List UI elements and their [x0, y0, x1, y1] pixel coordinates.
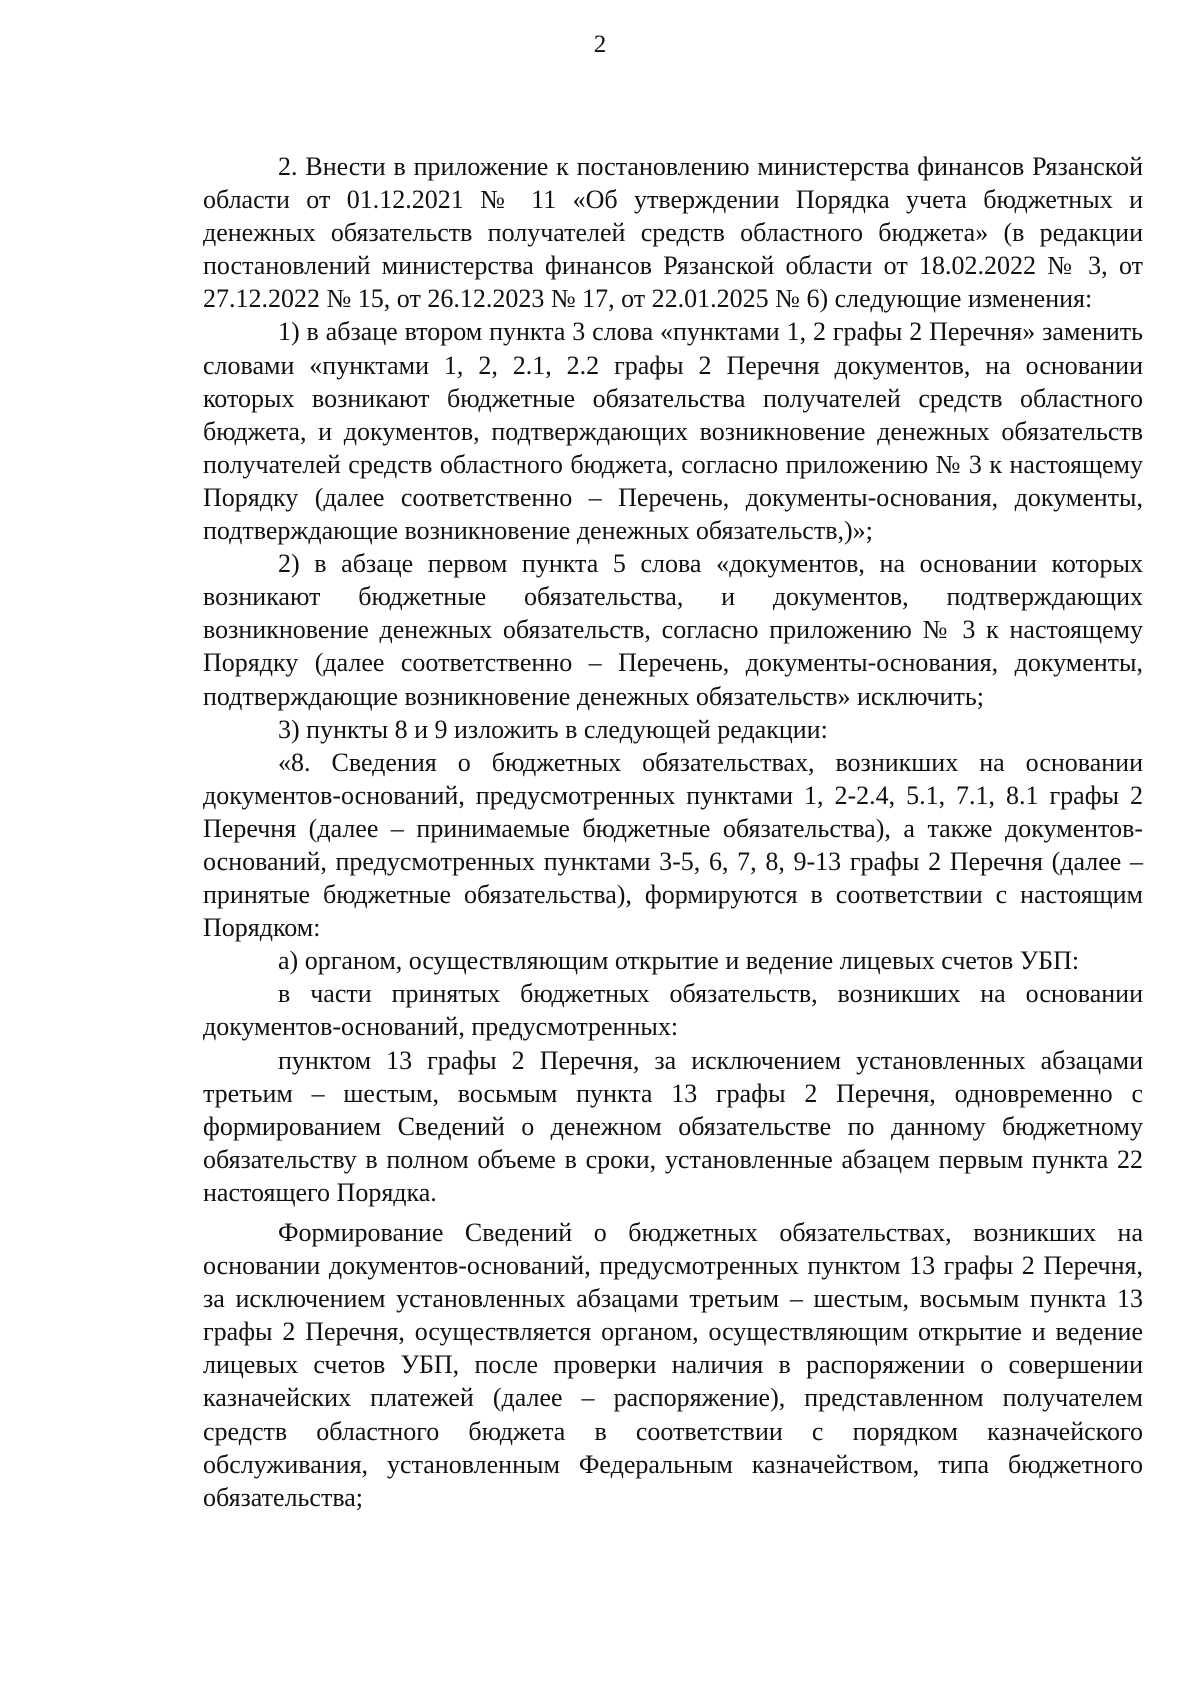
document-body [203, 150, 1143, 1514]
paragraph-point-8a: а) органом, осуществляющим открытие и ведение лицевых счетов УБП: [278, 946, 1080, 976]
paragraph-point-8: «8. Сведения о бюджетных обязательствах, возникших на основании документов-оснований, предусмотренных пунктами 1, 2-2.4, 5.1, 7.1, 8.1 графы 2 Перечня (далее – принимаемые бюджетные обязательства), а также документов-оснований, предусмотренных пунктами 3-5, 6, 7, 8, 9-13 графы 2 Перечня (далее – принятые бюджетные обязательства), формируются в соответствии с настоящим Порядком: [203, 747, 1143, 943]
paragraph-point-13: пунктом 13 графы 2 Перечня, за исключением установленных абзацами третьим – шестым, восьмым пункта 13 графы 2 Перечня, одновременно с формированием Сведений о денежном обязательстве по данному бюджетному обязательству в полном объеме в сроки, установленные абзацем первым пункта 22 настоящего Порядка. [203, 1045, 1143, 1207]
paragraph-formation: Формирование Сведений о бюджетных обязательствах, возникших на основании документов-оснований, предусмотренных пунктом 13 графы 2 Перечня, за исключением установленных абзацами третьим – шестым, восьмым пункта 13 графы 2 Перечня, осуществляется органом, осуществляющим открытие и ведение лицевых счетов УБП, после проверки наличия в распоряжении о совершении казначейских платежей (далее – распоряжение), представленном получателем средств областного бюджета в соответствии с порядком казначейского обслуживания, установленным Федеральным казначейством, типа бюджетного обязательства; [203, 1218, 1143, 1512]
paragraph-subitem-1: 1) в абзаце втором пункта 3 слова «пунктами 1, 2 графы 2 Перечня» заменить словами «пунктами 1, 2, 2.1, 2.2 графы 2 Перечня документов, на основании которых возникают бюджетные обязательства получателей средств областного бюджета, и документов, подтверждающих возникновение денежных обязательств получателей средств областного бюджета, согласно приложению № 3 к настоящему Порядку (далее соответственно – Перечень, документы-основания, документы, подтверждающие возникновение денежных обязательств,)»; [203, 317, 1143, 546]
paragraph-subitem-3: 3) пункты 8 и 9 изложить в следующей редакции: [278, 714, 828, 744]
paragraph-accepted-obligations: в части принятых бюджетных обязательств, возникших на основании документов-оснований, предусмотренных: [203, 979, 1143, 1042]
paragraph-item-2: 2. Внести в приложение к постановлению министерства финансов Рязанской области от 01.12.2021 № 11 «Об утверждении Порядка учета бюджетных и денежных обязательств получателей средств областного бюджета» (в редакции постановлений министерства финансов Рязанской области от 18.02.2022 № 3, от 27.12.2022 № 15, от 26.12.2023 № 17, от 22.01.2025 № 6) следующие изменения: [203, 152, 1143, 314]
page-number: 2 [593, 31, 607, 58]
paragraph-subitem-2: 2) в абзаце первом пункта 5 слова «документов, на основании которых возникают бюджетные обязательства, и документов, подтверждающих возникновение денежных обязательств, согласно приложению № 3 к настоящему Порядку (далее соответственно – Перечень, документы-основания, документы, подтверждающие возникновение денежных обязательств» исключить; [203, 549, 1143, 711]
